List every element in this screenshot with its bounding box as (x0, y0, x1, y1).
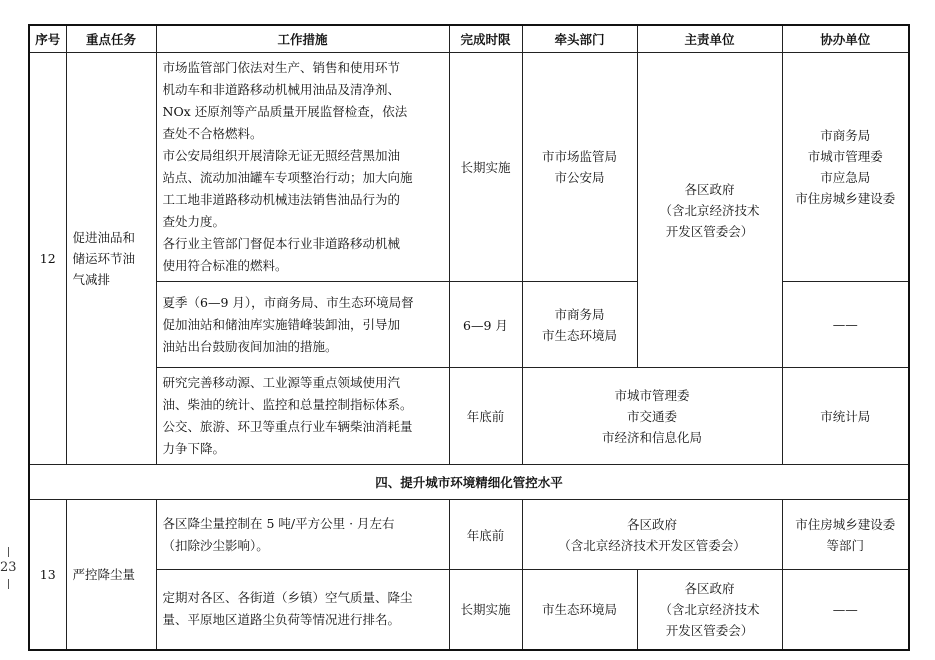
header-deadline: 完成时限 (449, 25, 522, 53)
measure-text: 夏季（6—9 月），市商务局、市生态环境局督 促加油站和储油库实施错峰装卸油，引导加 油站出台鼓励夜间加油的措施。 (156, 282, 449, 368)
task-table (28, 24, 910, 651)
header-row (29, 25, 909, 53)
assist-unit: —— (782, 570, 909, 650)
task-name: 严控降尘量 (66, 500, 156, 650)
table-row (29, 570, 909, 650)
responsible-unit: 各区政府 （含北京经济技术 开发区管委会） (637, 53, 782, 368)
deadline: 6—9 月 (449, 282, 522, 368)
header-task: 重点任务 (66, 25, 156, 53)
page-number (0, 545, 16, 591)
row-number: 13 (29, 500, 66, 650)
section-row (29, 465, 909, 500)
page-number-text: 23 (0, 560, 17, 575)
row-number: 12 (29, 53, 66, 465)
page-number-dash (8, 547, 9, 557)
table-row (29, 500, 909, 570)
deadline: 长期实施 (449, 53, 522, 282)
section-heading: 四、提升城市环境精细化管控水平 (29, 465, 909, 500)
measure-text: 定期对各区、各街道（乡镇）空气质量、降尘 量、平原地区道路尘负荷等情况进行排名。 (156, 570, 449, 650)
assist-unit: 市住房城乡建设委 等部门 (782, 500, 909, 570)
page-number-dash (8, 579, 9, 589)
table-row (29, 53, 909, 282)
lead-department: 市商务局 市生态环境局 (522, 282, 637, 368)
header-responsible: 主责单位 (637, 25, 782, 53)
header-lead: 牵头部门 (522, 25, 637, 53)
header-measure: 工作措施 (156, 25, 449, 53)
deadline: 长期实施 (449, 570, 522, 650)
measure-text: 市场监管部门依法对生产、销售和使用环节 机动车和非道路移动机械用油品及清净剂、 NOx 还原剂等产品质量开展监督检查，依法 查处不合格燃料。 市公安局组织开展清除无证无照经营黑加油 站点、流动加油罐车专项整治行动；加大向施 工工地非道路移动机械违法销售油品行为的 查处力度。 各行业主管部门督促本行业非道路移动机械 使用符合标准的燃料。 (156, 53, 449, 282)
deadline: 年底前 (449, 368, 522, 465)
lead-department: 市市场监管局 市公安局 (522, 53, 637, 282)
table-row (29, 368, 909, 465)
task-name: 促进油品和 储运环节油 气减排 (66, 53, 156, 465)
header-assist: 协办单位 (782, 25, 909, 53)
header-num: 序号 (29, 25, 66, 53)
lead-responsible-unit: 各区政府 （含北京经济技术开发区管委会） (522, 500, 782, 570)
measure-text: 研究完善移动源、工业源等重点领域使用汽 油、柴油的统计、监控和总量控制指标体系。 公交、旅游、环卫等重点行业车辆柴油消耗量 力争下降。 (156, 368, 449, 465)
responsible-unit: 各区政府 （含北京经济技术 开发区管委会） (637, 570, 782, 650)
deadline: 年底前 (449, 500, 522, 570)
lead-department: 市生态环境局 (522, 570, 637, 650)
assist-unit: —— (782, 282, 909, 368)
measure-text: 各区降尘量控制在 5 吨/平方公里 · 月左右 （扣除沙尘影响）。 (156, 500, 449, 570)
assist-unit: 市统计局 (782, 368, 909, 465)
lead-responsible-unit: 市城市管理委 市交通委 市经济和信息化局 (522, 368, 782, 465)
assist-unit: 市商务局 市城市管理委 市应急局 市住房城乡建设委 (782, 53, 909, 282)
